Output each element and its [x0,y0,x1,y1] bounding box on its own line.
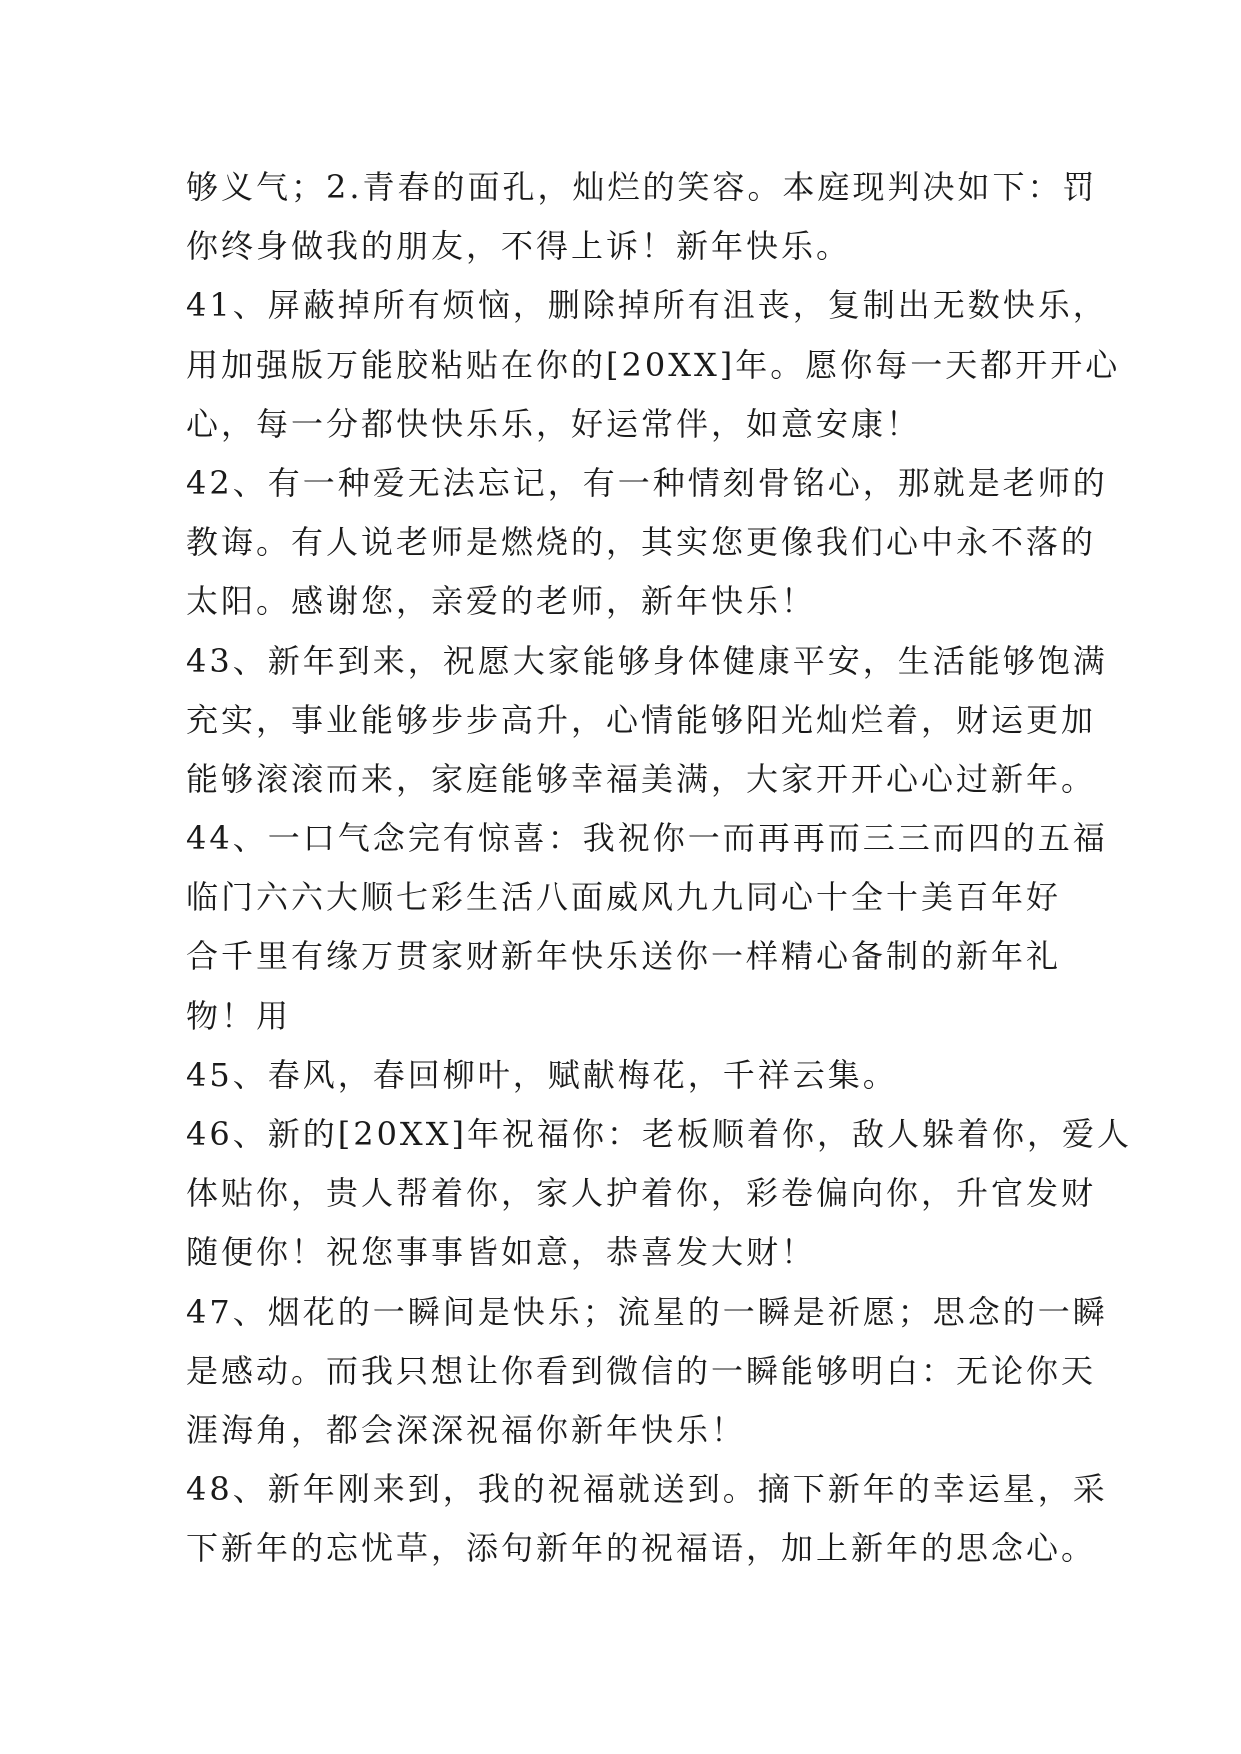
text-line: 用加强版万能胶粘贴在你的[20XX]年。愿你每一天都开开心 [186,345,1121,384]
text-line: 44、一口气念完有惊喜：我祝你一而再再而三三而四的五福 [186,819,1108,858]
text-line: 47、烟花的一瞬间是快乐；流星的一瞬是祈愿；思念的一瞬 [186,1292,1108,1331]
text-line: 太阳。感谢您，亲爱的老师，新年快乐！ [186,582,817,621]
text-line: 42、有一种爱无法忘记，有一种情刻骨铭心，那就是老师的 [186,463,1108,502]
text-line: 物！用 [186,996,292,1035]
text-line: 教诲。有人说老师是燃烧的，其实您更像我们心中永不落的 [186,523,1097,562]
text-line: 体贴你，贵人帮着你，家人护着你，彩卷偏向你，升官发财 [186,1174,1097,1213]
text-line: 48、新年刚来到，我的祝福就送到。摘下新年的幸运星，采 [186,1470,1108,1509]
text-line: 够义气；2.青春的面孔，灿烂的笑容。本庭现判决如下：罚 [186,168,1098,206]
text-line: 合千里有缘万贯家财新年快乐送你一样精心备制的新年礼 [186,937,1062,976]
text-line: 45、春风，春回柳叶，赋献梅花，千祥云集。 [186,1055,898,1094]
text-line: 你终身做我的朋友，不得上诉！新年快乐。 [186,227,852,266]
text-line: 临门六六大顺七彩生活八面威风九九同心十全十美百年好 [186,878,1062,917]
text-line: 随便你！祝您事事皆如意，恭喜发大财！ [186,1233,817,1272]
document-body [186,158,1132,1579]
text-line: 46、新的[20XX]年祝福你：老板顺着你，敌人躲着你，爱人 [186,1115,1132,1153]
text-line: 下新年的忘忧草，添句新年的祝福语，加上新年的思念心。 [186,1529,1097,1568]
text-line: 心，每一分都快快乐乐，好运常伴，如意安康！ [186,404,922,443]
text-line: 充实，事业能够步步高升，心情能够阳光灿烂着，财运更加 [186,700,1097,739]
text-line: 41、屏蔽掉所有烦恼，删除掉所有沮丧，复制出无数快乐， [186,286,1108,325]
text-line: 43、新年到来，祝愿大家能够身体健康平安，生活能够饱满 [186,641,1108,680]
text-line: 能够滚滚而来，家庭能够幸福美满，大家开开心心过新年。 [186,759,1097,798]
text-line: 涯海角，都会深深祝福你新年快乐！ [186,1410,747,1449]
text-line: 是感动。而我只想让你看到微信的一瞬能够明白：无论你天 [186,1351,1097,1390]
